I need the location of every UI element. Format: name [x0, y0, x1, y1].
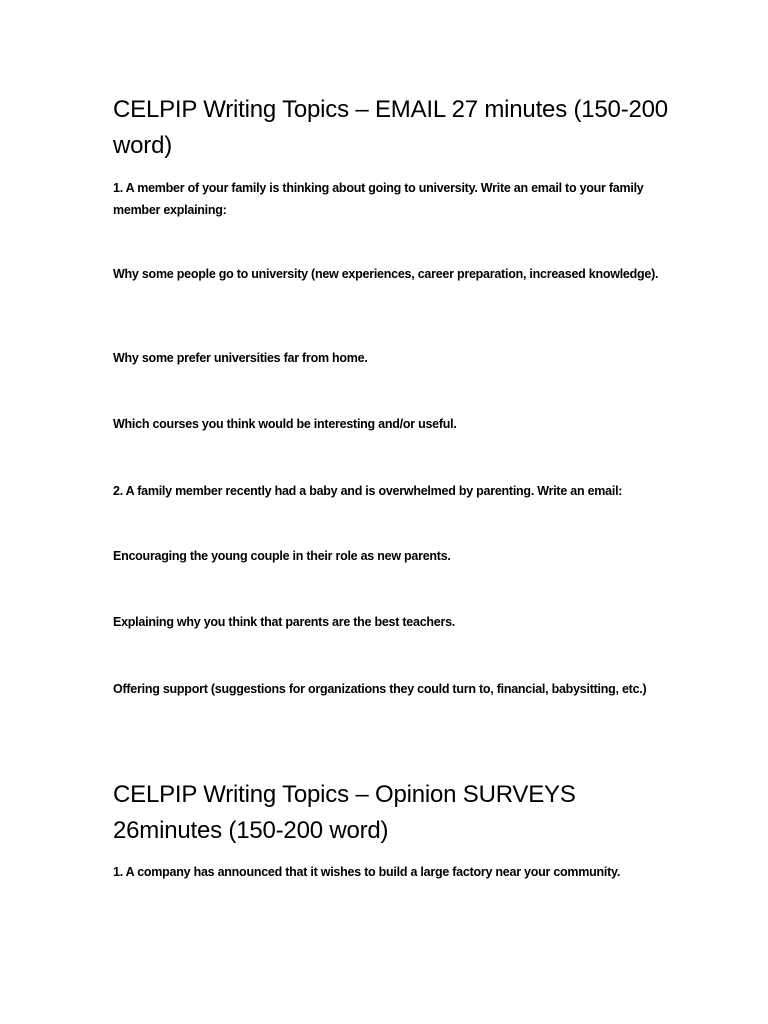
email-question-2-point-1: Encouraging the young couple in their role as new parents. — [113, 549, 451, 563]
survey-question-1: 1. A company has announced that it wishes to build a large factory near your community. — [113, 865, 621, 879]
email-question-1-point-2: Why some prefer universities far from home. — [113, 351, 368, 365]
email-question-2-point-2: Explaining why you think that parents are the best teachers. — [113, 615, 456, 629]
email-question-2: 2. A family member recently had a baby and is overwhelmed by parenting. Write an email: — [113, 484, 623, 498]
email-question-2-point-3: Offering support (suggestions for organizations they could turn to, financial, babysitting, etc.) — [113, 682, 647, 696]
email-question-1: 1. A member of your family is thinking about going to university. Write an email to your family member explaining: — [113, 181, 644, 217]
survey-section-heading: CELPIP Writing Topics – Opinion SURVEYS 26minutes (150-200 word) — [113, 781, 576, 844]
email-question-1-point-3: Which courses you think would be interesting and/or useful. — [113, 417, 457, 431]
email-question-1-point-1: Why some people go to university (new experiences, career preparation, increased knowledge). — [113, 267, 659, 281]
email-section-heading: CELPIP Writing Topics – EMAIL 27 minutes (150-200 word) — [113, 96, 668, 159]
